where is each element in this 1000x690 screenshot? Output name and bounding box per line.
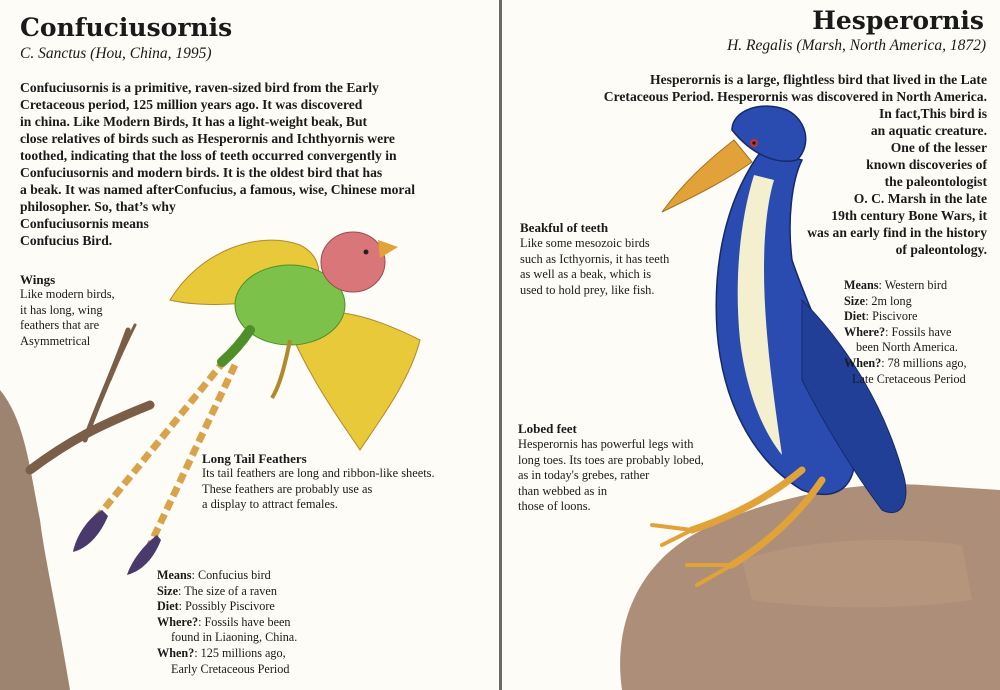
intro-line: Cretaceous Period. Hesperornis was discovered in North America. — [603, 89, 987, 104]
intro-line: in china. Like Modern Birds, It has a light-weight beak, But — [20, 114, 368, 129]
fact-when-cont: Early Cretaceous Period — [171, 661, 290, 676]
teeth-note-title: Beakful of teeth — [520, 220, 609, 235]
intro-line: the paleontologist — [884, 174, 987, 189]
note-line: it has long, wing — [20, 302, 103, 317]
hesperornis-title: Hesperornis — [812, 6, 984, 35]
note-line: Hesperornis has powerful legs with — [518, 437, 694, 451]
intro-line: close relatives of birds such as Hesperornis and Ichthyornis were — [20, 131, 395, 146]
tree-branch — [0, 325, 150, 690]
tail-note — [202, 466, 435, 513]
note-line: such as Icthyornis, it has teeth — [520, 251, 670, 266]
fact-size: Size: The size of a raven — [157, 583, 277, 598]
intro-line: toothed, indicating that the loss of teeth occurred convergently in — [20, 148, 397, 163]
intro-line: O. C. Marsh in the late — [853, 191, 987, 206]
fact-means: Means: Confucius bird — [157, 568, 271, 582]
note-line: those of loons. — [518, 499, 591, 513]
intro-line: Hesperornis is a large, flightless bird that lived in the Late — [650, 72, 987, 87]
wings-note — [20, 287, 115, 349]
feet-note — [518, 437, 704, 515]
hesperornis-subtitle: H. Regalis (Marsh, North America, 1872) — [727, 37, 986, 54]
bird-head — [321, 232, 398, 292]
confuciusornis-title: Confuciusornis — [20, 13, 233, 42]
intro-line: Confuciusornis is a primitive, raven-sized bird from the Early — [20, 80, 379, 95]
right-page — [502, 0, 1000, 690]
teeth-note — [520, 236, 669, 298]
note-line: as in today's grebes, rather — [518, 468, 650, 482]
intro-line: Confuciusornis means — [20, 216, 149, 231]
fact-diet: Diet: Piscivore — [844, 309, 918, 324]
note-line: Like some mesozoic birds — [520, 236, 650, 250]
fact-diet: Diet: Possibly Piscivore — [157, 599, 275, 614]
intro-line: One of the lesser — [890, 140, 987, 155]
intro-line: philosopher. So, that’s why — [20, 199, 176, 214]
hesperornis-intro-top — [604, 71, 987, 105]
note-line: These feathers are probably use as — [202, 481, 373, 496]
rock — [620, 484, 1000, 690]
hesperornis-intro-side — [807, 105, 987, 258]
note-line: as well as a beak, which is — [520, 267, 652, 281]
note-line: feathers that are — [20, 318, 100, 332]
fact-when: When?: 78 millions ago, — [844, 355, 967, 370]
hesperornis-facts — [844, 278, 967, 387]
fact-where-cont: found in Liaoning, China. — [171, 630, 298, 645]
intro-line: was an early find in the history — [807, 225, 987, 240]
intro-line: known discoveries of — [866, 157, 987, 172]
intro-line: 19th century Bone Wars, it — [831, 208, 987, 223]
note-line: Like modern birds, — [20, 287, 115, 301]
note-line: than webbed as in — [518, 483, 608, 498]
fact-when: When?: 125 millions ago, — [157, 645, 286, 660]
intro-line: an aquatic creature. — [870, 123, 987, 138]
fact-means: Means: Western bird — [844, 278, 948, 292]
feet-note-title: Lobed feet — [518, 421, 577, 436]
note-line: used to hold prey, like fish. — [520, 282, 655, 297]
intro-line: Cretaceous period, 125 million years ago. It was discovered — [20, 97, 363, 112]
wings-note-title: Wings — [20, 272, 56, 287]
fact-size: Size: 2m long — [844, 293, 912, 308]
fact-where: Where?: Fossils have been — [157, 614, 291, 629]
fact-where: Where?: Fossils have — [844, 324, 952, 339]
intro-line: Confucius Bird. — [20, 233, 113, 248]
confuciusornis-facts — [157, 568, 297, 677]
left-page — [0, 0, 499, 690]
intro-line: of paleontology. — [895, 242, 987, 257]
fact-when-cont: Late Cretaceous Period — [852, 371, 966, 386]
intro-line: In fact,This bird is — [878, 106, 987, 121]
note-line: long toes. Its toes are probably lobed, — [518, 452, 704, 467]
fact-where-cont: been North America. — [856, 340, 958, 355]
intro-line: Confuciusornis and modern birds. It is the oldest bird that has — [20, 165, 383, 180]
note-line: Asymmetrical — [20, 333, 91, 348]
intro-line: a beak. It was named afterConfucius, a famous, wise, Chinese moral — [20, 182, 415, 197]
note-line: Its tail feathers are long and ribbon-like sheets. — [202, 466, 435, 480]
tail-note-title: Long Tail Feathers — [202, 451, 307, 466]
confuciusornis-subtitle: C. Sanctus (Hou, China, 1995) — [20, 45, 212, 62]
note-line: a display to attract females. — [202, 497, 338, 511]
